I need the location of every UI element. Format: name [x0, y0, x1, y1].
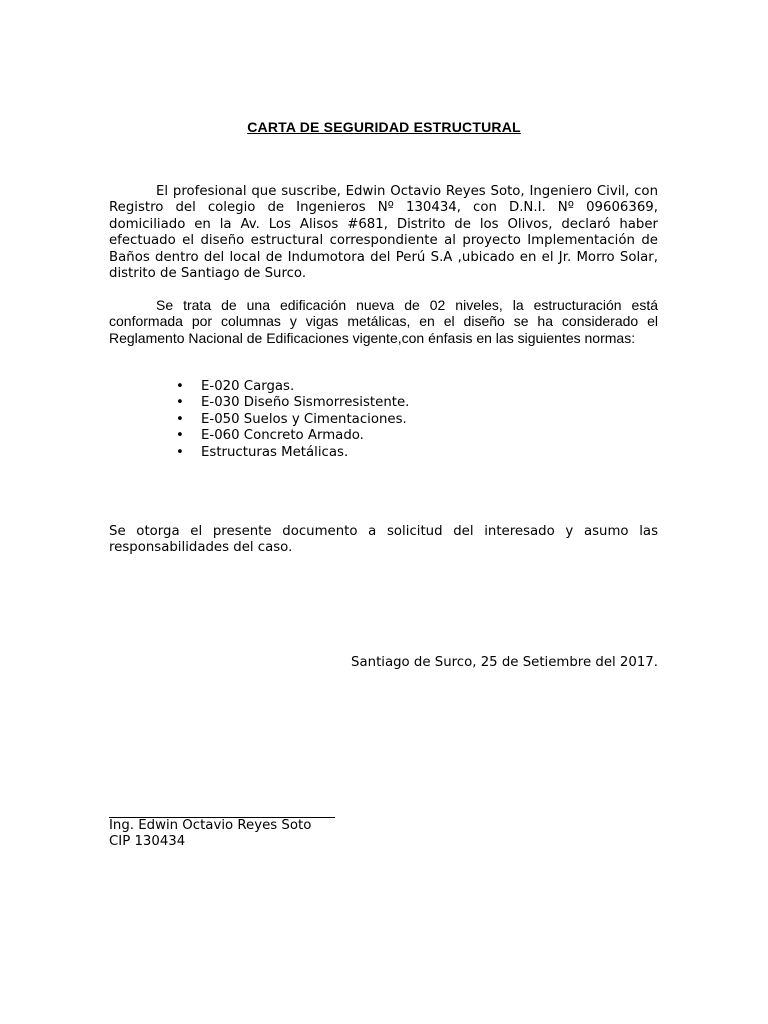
bullet-icon: •	[176, 411, 184, 427]
list-item	[157, 395, 409, 411]
document-title: CARTA DE SEGURIDAD ESTRUCTURAL	[247, 119, 521, 135]
paragraph-declaration: El profesional que suscribe, Edwin Octavio Reyes Soto, Ingeniero Civil, con Registro del colegio de Ingenieros Nº 130434, con D.N.I. Nº 09606369, domiciliado en la Av. Los Alisos #681, Distrito de los Olivos, declaró haber efectuado el diseño estructural correspondiente al proyecto Implementación de Baños dentro del local de Indumotora del Perú S.A ,ubicado en el Jr. Morro Solar, distrito de Santiago de Surco.	[109, 184, 658, 282]
norm-label: E-020 Cargas.	[201, 379, 295, 394]
list-item	[157, 445, 409, 461]
bullet-icon: •	[176, 379, 184, 394]
bullet-icon: •	[176, 428, 184, 444]
bullet-icon: •	[176, 444, 184, 460]
norm-label: Estructuras Metálicas.	[201, 444, 349, 460]
paragraph-grant: Se otorga el presente documento a solicitud del interesado y asumo las responsabilidades del caso.	[109, 524, 658, 556]
bullet-icon: •	[176, 395, 184, 411]
signature-cip: CIP 130434	[109, 834, 186, 849]
norms-list	[157, 379, 409, 461]
norm-label: E-060 Concreto Armado.	[201, 428, 364, 444]
list-item	[157, 379, 409, 395]
date-line: Santiago de Surco, 25 de Setiembre del 2017.	[351, 655, 658, 670]
list-item	[157, 428, 409, 444]
norm-label: E-050 Suelos y Cimentaciones.	[201, 411, 407, 427]
list-item	[157, 412, 409, 428]
norm-label: E-030 Diseño Sismorresistente.	[201, 395, 410, 411]
paragraph-description: Se trata de una edificación nueva de 02 niveles, la estructuración está conformada por columnas y vigas metálicas, en el diseño se ha considerado el Reglamento Nacional de Edificaciones vigente,con énfasis en las siguientes normas:	[109, 297, 658, 346]
signature-name: Ing. Edwin Octavio Reyes Soto	[109, 818, 312, 833]
